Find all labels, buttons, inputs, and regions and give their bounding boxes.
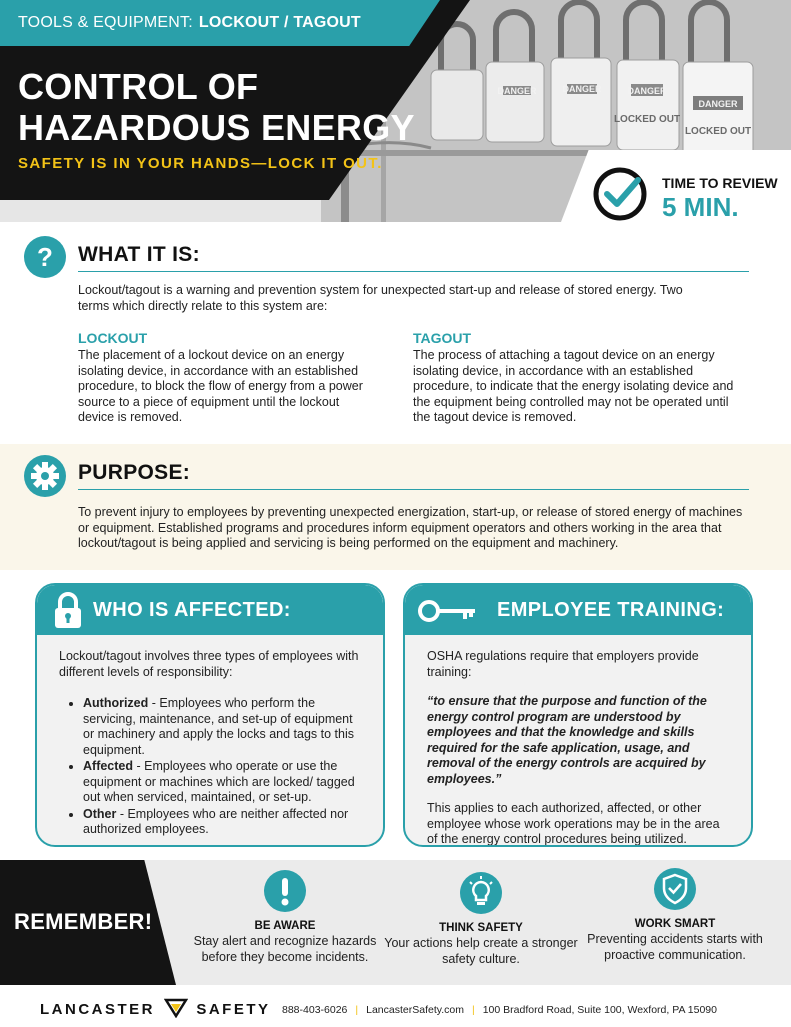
- footer-website[interactable]: LancasterSafety.com: [366, 1004, 464, 1016]
- term-description: - Employees who operate or use the equipment or machines which are locked/ tagged out when serviced, maintained, or set-up.: [83, 759, 355, 804]
- category-label: [18, 14, 361, 32]
- svg-text:DANGER: DANGER: [497, 86, 537, 96]
- term-description: - Employees who perform the servicing, maintenance, and set-up of equipment or machinery and apply the locks and tags to this equipment.: [83, 696, 354, 757]
- remember-item-work-smart: [570, 868, 780, 963]
- purpose-heading: PURPOSE:: [78, 461, 191, 484]
- remember-item-think-safety: [376, 872, 586, 967]
- review-value: 5 MIN.: [662, 192, 739, 222]
- category-topic: LOCKOUT / TAGOUT: [198, 14, 361, 31]
- who-is-affected-heading: WHO IS AFFECTED:: [93, 599, 291, 621]
- shield-check-icon: [654, 868, 696, 910]
- list-item: [83, 696, 361, 758]
- what-it-is-heading: WHAT IT IS:: [78, 243, 200, 266]
- footer-separator: |: [355, 1004, 359, 1016]
- logo-text-right: SAFETY: [196, 1001, 271, 1018]
- gear-icon: [24, 455, 66, 497]
- lockout-definition: The placement of a lockout device on an energy isolating device, in accordance with an established procedure, to block the flow of energy from a power source to a piece of equipment until the lockout device is removed.: [78, 348, 363, 424]
- exclamation-icon: [264, 870, 306, 912]
- company-logo: [40, 998, 271, 1020]
- svg-text:DANGER: DANGER: [562, 84, 602, 94]
- employee-types-list: [59, 696, 361, 838]
- header-banner: [0, 0, 791, 222]
- who-is-affected-body: [59, 649, 361, 839]
- osha-quote: “to ensure that the purpose and function of the energy control program are understood by employees and that the knowledge and skills required for the safe application, usage, and removal of the energy controls are acquired by employees.”: [427, 694, 707, 786]
- svg-text:LOCKED OUT: LOCKED OUT: [613, 114, 681, 125]
- training-closing: This applies to each authorized, affected, or other employee whose work operations may be in the area of the energy control procedures being utilized.: [427, 801, 720, 846]
- section-divider: [78, 271, 749, 272]
- footer-address: 100 Bradford Road, Suite 100, Wexford, PA 15090: [482, 1004, 717, 1016]
- remember-label: REMEMBER!: [14, 909, 153, 934]
- lockout-heading: LOCKOUT: [78, 330, 148, 346]
- checkmark-clock-icon: [590, 162, 650, 222]
- term-other: Other: [83, 806, 117, 821]
- tagout-definition: The process of attaching a tagout device on an energy isolating device, in accordance with an established procedure, to indicate that the energy isolating device and the equipment being controlled may not be operated until the tagout device is removed.: [413, 348, 734, 424]
- padlock-icon: [51, 591, 85, 631]
- remember-item-title: BE AWARE: [254, 920, 316, 932]
- key-icon: [417, 599, 479, 623]
- training-intro: OSHA regulations require that employers provide training:: [427, 649, 699, 679]
- lightbulb-icon: [460, 872, 502, 914]
- who-is-affected-intro: Lockout/tagout involves three types of employees with different levels of responsibility:: [59, 649, 359, 679]
- tagout-heading: TAGOUT: [413, 330, 472, 346]
- employee-training-body: [427, 649, 729, 847]
- remember-item-title: WORK SMART: [634, 918, 716, 930]
- remember-item-text: Stay alert and recognize hazards before they become incidents.: [193, 934, 377, 964]
- tagline: SAFETY IS IN YOUR HANDS—LOCK IT OUT.: [18, 155, 383, 172]
- review-label: TIME TO REVIEW: [662, 175, 778, 191]
- remember-item-text: Preventing accidents starts with proactive communication.: [587, 932, 763, 962]
- category-prefix: TOOLS & EQUIPMENT:: [18, 14, 193, 31]
- page-title: [18, 66, 438, 148]
- list-item: [83, 759, 361, 806]
- remember-item-title: THINK SAFETY: [439, 922, 523, 934]
- remember-item-be-aware: [180, 870, 390, 965]
- svg-text:LOCKED OUT: LOCKED OUT: [684, 126, 752, 137]
- title-line-1: CONTROL OF: [18, 66, 259, 107]
- footer-separator: |: [471, 1004, 475, 1016]
- purpose-text: To prevent injury to employees by preventing unexpected energization, start-up, or release of stored energy of machines or equipment. Established programs and procedures inform equipment operators and others working in the area that lockout/tagout is being applied and servicing is being performed on the equipment and machinery.: [78, 505, 743, 550]
- svg-text:DANGER: DANGER: [698, 99, 738, 109]
- who-is-affected-card: [35, 583, 385, 847]
- section-divider: [78, 489, 749, 490]
- svg-text:DANGER: DANGER: [627, 86, 667, 96]
- logo-mark-icon: [164, 998, 188, 1018]
- logo-text-left: LANCASTER: [40, 1001, 155, 1018]
- svg-text:?: ?: [37, 242, 53, 272]
- title-line-2: HAZARDOUS ENERGY: [18, 107, 415, 148]
- question-icon: [24, 236, 66, 278]
- footer-contact: [282, 1004, 717, 1016]
- term-description: - Employees who are neither affected nor authorized employees.: [83, 806, 349, 836]
- what-it-is-intro: Lockout/tagout is a warning and prevention system for unexpected start-up and release of stored energy. Two terms which directly relate to this system are:: [78, 283, 683, 313]
- remember-item-text: Your actions help create a stronger safety culture.: [384, 936, 578, 966]
- term-affected: Affected: [83, 759, 134, 773]
- list-item: [83, 807, 361, 838]
- employee-training-heading: EMPLOYEE TRAINING:: [497, 599, 725, 621]
- term-authorized: Authorized: [83, 696, 149, 710]
- footer-phone: 888-403-6026: [282, 1004, 348, 1016]
- employee-training-card: [403, 583, 753, 847]
